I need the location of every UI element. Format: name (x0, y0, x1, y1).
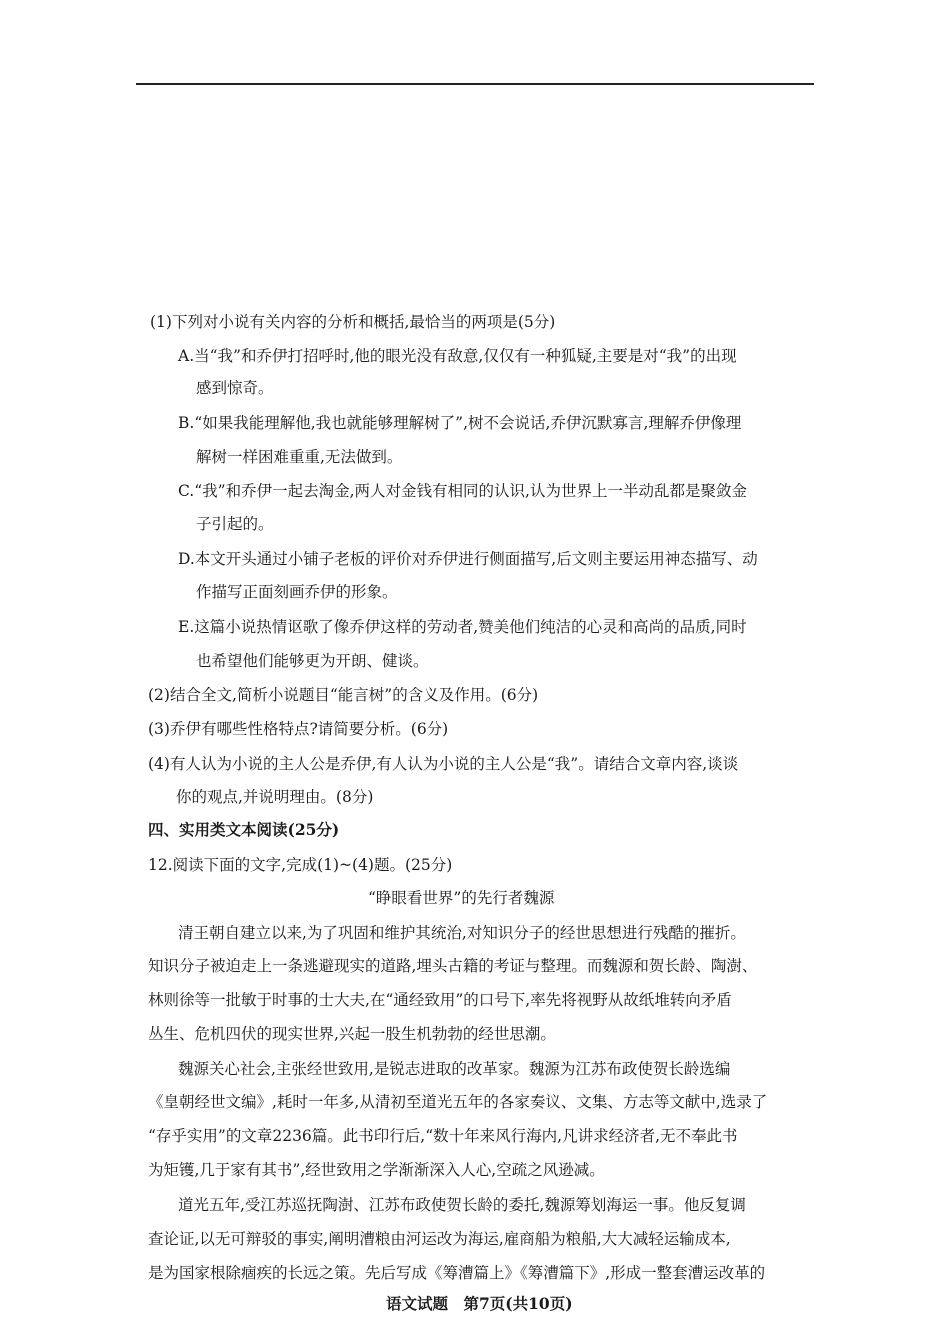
q1-option-a-line1: A.当“我”和乔伊打招呼时,他的眼光没有敌意,仅仅有一种狐疑,主要是对“我”的出现 (178, 347, 737, 365)
article-p2-line3: “存乎实用”的文章2236篇。此书印行后,“数十年来风行海内,凡讲求经济者,无不奉此书 (148, 1127, 738, 1145)
article-p3-line1: 道光五年,受江苏巡抚陶澍、江苏布政使贺长龄的委托,魏源筹划海运一事。他反复调 (178, 1196, 746, 1214)
q12-text: 12.阅读下面的文字,完成(1)~(4)题。(25分) (148, 856, 453, 874)
q1-option-d-line1: D.本文开头通过小铺子老板的评价对乔伊进行侧面描写,后文则主要运用神态描写、动 (178, 550, 758, 568)
article-p1-line1: 清王朝自建立以来,为了巩固和维护其统治,对知识分子的经世思想进行残酷的摧折。 (178, 924, 746, 942)
q2-text: (2)结合全文,简析小说题目“能言树”的含义及作用。(6分) (148, 686, 539, 704)
q1-option-c-line1: C.“我”和乔伊一起去淘金,两人对金钱有相同的认识,认为世界上一半动乱都是聚敛金 (178, 482, 747, 500)
section-4-heading: 四、实用类文本阅读(25分) (148, 820, 340, 839)
article-p1-line2: 知识分子被迫走上一条逃避现实的道路,埋头古籍的考证与整理。而魏源和贺长龄、陶澍、 (148, 957, 758, 975)
article-p3-line3: 是为国家根除痼疾的长远之策。先后写成《筹漕篇上》《筹漕篇下》,形成一整套漕运改革的 (148, 1264, 766, 1282)
q1-option-b-line1: B.“如果我能理解他,我也就能够理解树了”,树不会说话,乔伊沉默寡言,理解乔伊像理 (178, 414, 742, 432)
q1-option-a-line2: 感到惊奇。 (196, 379, 274, 397)
q1-option-c-line2: 子引起的。 (196, 515, 274, 533)
article-p2-line1: 魏源关心社会,主张经世致用,是锐志进取的改革家。魏源为江苏布政使贺长龄选编 (178, 1060, 731, 1078)
header-rule (136, 83, 814, 85)
q1-option-d-line2: 作描写正面刻画乔伊的形象。 (196, 583, 398, 601)
q1-stem: (1)下列对小说有关内容的分析和概括,最恰当的两项是(5分) (150, 313, 556, 331)
article-p2-line4: 为矩镬,几于家有其书”,经世致用之学渐渐深入人心,空疏之风逊减。 (148, 1161, 605, 1179)
q4-line2: 你的观点,并说明理由。(8分) (176, 788, 374, 806)
article-p1-line4: 丛生、危机四伏的现实世界,兴起一股生机勃勃的经世思潮。 (148, 1025, 556, 1043)
page-footer: 语文试题 第7页(共10页) (386, 1294, 573, 1313)
article-title: “睁眼看世界”的先行者魏源 (368, 889, 555, 907)
q4-line1: (4)有人认为小说的主人公是乔伊,有人认为小说的主人公是“我”。请结合文章内容,谈谈 (148, 755, 739, 773)
q1-option-b-line2: 解树一样困难重重,无法做到。 (196, 448, 403, 466)
article-p1-line3: 林则徐等一批敏于时事的士大夫,在“通经致用”的口号下,率先将视野从故纸堆转向矛盾 (148, 991, 732, 1009)
article-p3-line2: 查论证,以无可辩驳的事实,阐明漕粮由河运改为海运,雇商船为粮船,大大减轻运输成本, (148, 1230, 731, 1248)
q1-option-e-line1: E.这篇小说热情讴歌了像乔伊这样的劳动者,赞美他们纯洁的心灵和高尚的品质,同时 (178, 618, 747, 636)
q1-option-e-line2: 也希望他们能够更为开朗、健谈。 (196, 652, 429, 670)
q3-text: (3)乔伊有哪些性格特点?请简要分析。(6分) (148, 720, 449, 738)
article-p2-line2: 《皇朝经世文编》,耗时一年多,从清初至道光五年的各家奏议、文集、方志等文献中,选录了 (148, 1093, 768, 1111)
